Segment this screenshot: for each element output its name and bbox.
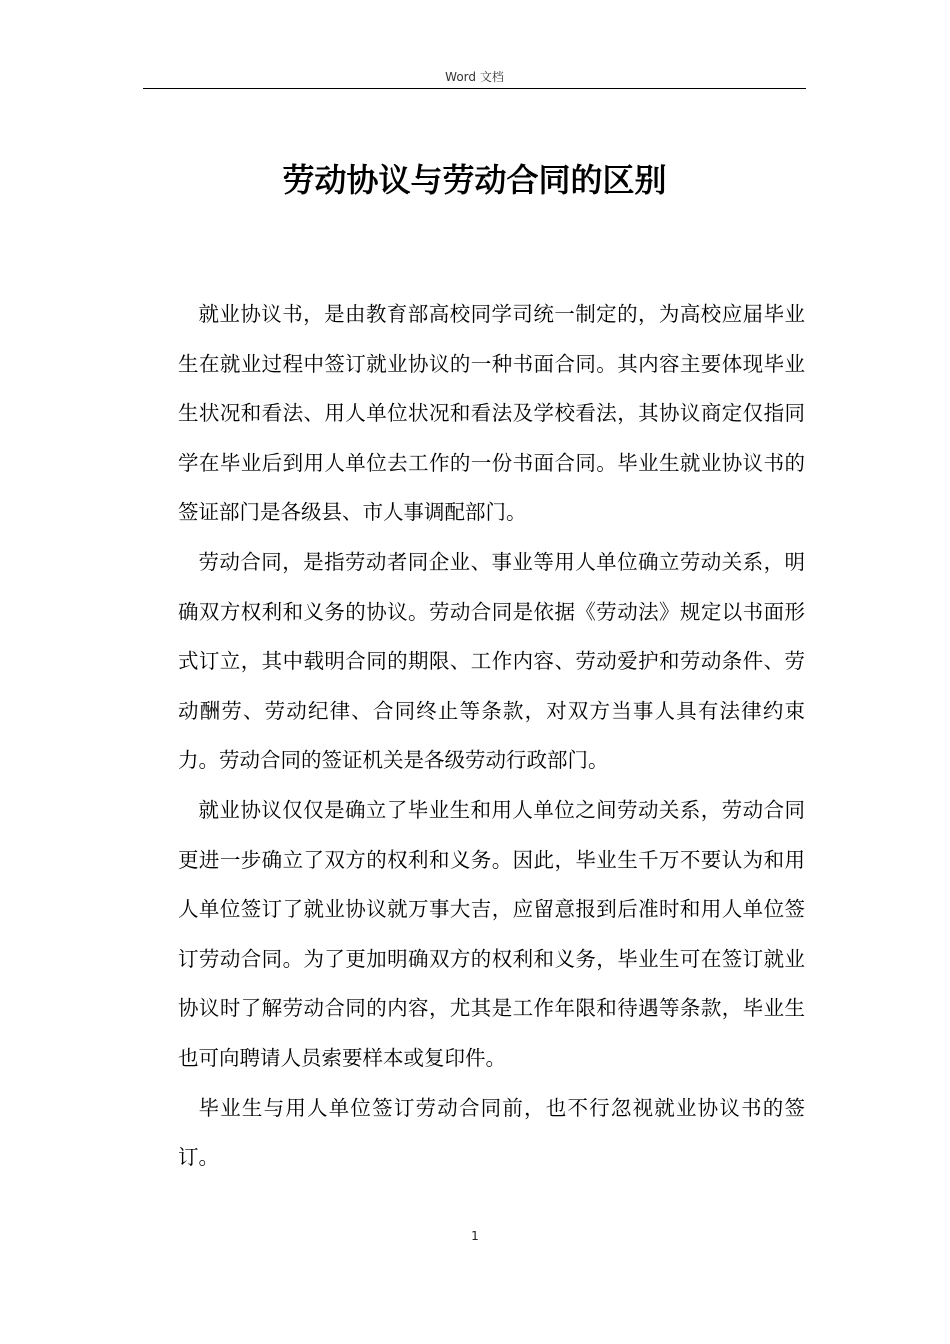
page-header <box>143 64 806 89</box>
document-title: 劳动协议与劳动合同的区别 <box>282 161 667 199</box>
document-body <box>178 290 805 1183</box>
header-label: Word 文档 <box>445 70 504 84</box>
body-paragraph: 毕业生与用人单位签订劳动合同前，也不行忽视就业协议书的签订。 <box>178 1095 805 1170</box>
page-number: 1 <box>471 1229 479 1243</box>
body-paragraph: 劳动合同，是指劳动者同企业、事业等用人单位确立劳动关系，明确双方权利和义务的协议。劳动合同是依据《劳动法》规定以书面形式订立，其中载明合同的期限、工作内容、劳动爱护和劳动条件、劳动酬劳、劳动纪律、合同终止等条款，对双方当事人具有法律约束力。劳动合同的签证机关是各级劳动行政部门。 <box>178 549 805 773</box>
body-paragraph: 就业协议仅仅是确立了毕业生和用人单位之间劳动关系，劳动合同更进一步确立了双方的权利和义务。因此，毕业生千万不要认为和用人单位签订了就业协议就万事大吉，应留意报到后准时和用人单位签订劳动合同。为了更加明确双方的权利和义务，毕业生可在签订就业协议时了解劳动合同的内容，尤其是工作年限和待遇等条款，毕业生也可向聘请人员索要样本或复印件。 <box>178 797 805 1070</box>
body-paragraph: 就业协议书，是由教育部高校同学司统一制定的，为高校应届毕业生在就业过程中签订就业协议的一种书面合同。其内容主要体现毕业生状况和看法、用人单位状况和看法及学校看法，其协议商定仅指同学在毕业后到用人单位去工作的一份书面合同。毕业生就业协议书的签证部门是各级县、市人事调配部门。 <box>178 302 805 525</box>
